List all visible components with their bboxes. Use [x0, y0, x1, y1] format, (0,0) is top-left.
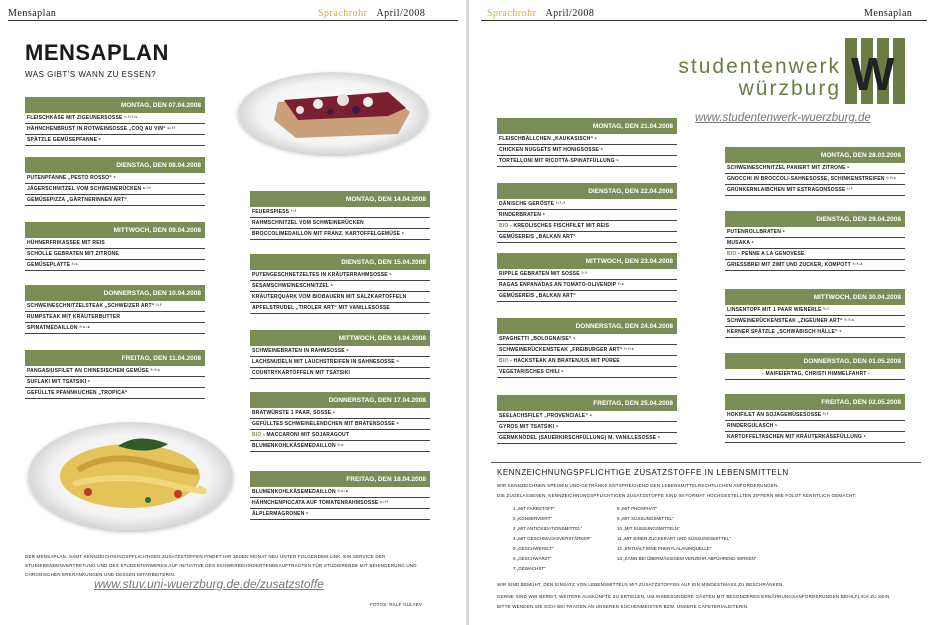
day-menu-box [250, 471, 430, 520]
menu-item: GEMÜSEREIS „BALKAN ART“ [497, 291, 677, 302]
menu-item: SUFLAKI MIT TSATSIKI ⁵ [25, 377, 205, 388]
menu-item: GEMÜSEPLATTE ³·⁵ [25, 260, 205, 271]
menu-item: LACHSNUDELN MIT LAUCHSTREIFEN IN SAHNESOSSE ⁵ [250, 357, 430, 368]
additives-list-1 [513, 504, 591, 574]
issue-month: April/2008 [545, 8, 595, 19]
menu-item: VEGETARISCHES CHILI ⁵ [497, 367, 677, 378]
menu-item: SPINATMEDAILLON ³·⁵·⁸ [25, 323, 205, 334]
menu-item: HÄHNCHENPICCATA AUF TOMATENRAHMSOSSE ⁵·¹² [250, 498, 430, 509]
day-menu-box [250, 330, 430, 379]
menu-item: SCHOLLE GEBRATEN MIT ZITRONE [25, 249, 205, 260]
studentenwerk-link[interactable]: www.studentenwerk-wuerzburg.de [695, 112, 871, 124]
menu-item: BLUMENKOHLKÄSEMEDAILLON ³·⁵ [250, 441, 430, 452]
menu-item: APFELSTRUDEL „TIROLER ART“ MIT VANILLESOSSE [250, 303, 430, 314]
additive-entry: 4 „MIT GESCHMACKSVERSTÄRKER“ [513, 536, 592, 541]
additives-list-2 [617, 504, 756, 564]
menu-item: KERNER SPÄTZLE „SCHWÄBISCH HÄLLE“ ⁵ [725, 327, 905, 338]
menu-item: SCHWEINESCHNITZELSTEAK „SCHWEIZER ART“ ²·³ [25, 301, 205, 312]
page-subtitle: WAS GIBT'S WANN ZU ESSEN? [25, 70, 157, 79]
menu-item: MUSAKA ⁵ [725, 238, 905, 249]
sprachrohr-label: Sprachrohr [318, 8, 368, 19]
menu-item: SESAMSCHWEINESCHNITZEL ⁵ [250, 281, 430, 292]
menu-item: HÜHNERFRIKASSEE MIT REIS [25, 238, 205, 249]
stuv-link[interactable]: www.stuv.uni-wuerzburg.de.de/zusatzstoffe [94, 577, 324, 591]
day-menu-box [497, 118, 677, 167]
day-menu-box [725, 211, 905, 271]
menu-item: HOKIFILET AN SOJAGEMÜSESOSSE ²·³ [725, 410, 905, 421]
day-header: MONTAG, DEN 14.04.2008 [250, 191, 430, 207]
menu-item: GYROS MIT TSATSIKI ⁵ [497, 422, 677, 433]
menu-item: SPAGHETTI „BOLOGNAISE“ ⁵ [497, 334, 677, 345]
day-header: MONTAG, DEN 21.04.2008 [497, 118, 677, 134]
photo-credit: FOTOS: RALF GULYEV [370, 602, 423, 607]
pasta-photo [28, 422, 233, 530]
menu-item: SCHWEINESCHNITZEL PANIERT MIT ZITRONE ⁵ [725, 163, 905, 174]
day-header: FREITAG, DEN 11.04.2008 [25, 350, 205, 366]
logo-mark [845, 38, 911, 104]
day-header: DIENSTAG, DEN 22.04.2008 [497, 183, 677, 199]
menu-item: BIO - PENNE A LA GENOVESE [725, 249, 905, 260]
footer-note: DER MENSAPLAN, SAMT KENNZEICHNUNGSPFLICHTIGEN ZUSATZSTOFFEN FINDET IHR JEDEN MONAT NEU UNTER FOLGENDEM LINK. EIN SERVICE DER STUDIERENDENVERTRETUNG UND DES STUDENTENWERKS AUF INITIATIVE DES SCHWERBEHINDERTENBEAUFTRAGTEN FÜR STUDIERENDE MIT BEHINDERUNG UND CHRONISCHEN ERKRANKUNGEN UND DESSEN MITARBEITERIN. [25, 554, 417, 577]
menu-item: RINDERGULASCH ⁵ [725, 421, 905, 432]
sprachrohr-label: Sprachrohr [487, 8, 537, 19]
studentenwerk-logo [845, 38, 911, 104]
day-header: FREITAG, DEN 25.04.2008 [497, 395, 677, 411]
menu-item: RUMPSTEAK MIT KRÄUTERBUTTER [25, 312, 205, 323]
logo-line-1: studentenwerk [678, 55, 841, 78]
day-menu-box [725, 353, 905, 380]
additive-entry: 2 „KONSERVIERT“ [513, 516, 552, 521]
menu-item: COUNTRYKARTOFFELN MIT TSATSIKI [250, 368, 430, 379]
day-header: DONNERSTAG, DEN 01.05.2008 [725, 353, 905, 369]
menu-item: - MAIFEIERTAG, CHRISTI HIMMELFAHRT - [725, 369, 905, 380]
menu-item: SCHWEINERÜCKENSTEAK „FREIBURGER ART“ ²·³·⁵ [497, 345, 677, 356]
left-page [0, 0, 466, 625]
menu-item: BIO - HACKSTEAK AN BRATENJUS MIT PÜREE [497, 356, 677, 367]
day-menu-box [25, 97, 205, 146]
day-header: DIENSTAG, DEN 08.04.2008 [25, 157, 205, 173]
menu-item: BIO - KREOLISCHES FISCHFILET MIT REIS [497, 221, 677, 232]
menu-item: SEELACHSFILET „PROVENCIALE“ ⁵ [497, 411, 677, 422]
menu-item: PUTENROLLBRATEN ⁵ [725, 227, 905, 238]
day-menu-box [725, 394, 905, 443]
menu-item: PANGASIUSFILET AN CHINESISCHEM GEMÜSE ²·³·⁵ [25, 366, 205, 377]
additive-entry: 8 „MIT PHOSPHAT“ [617, 506, 658, 511]
day-menu-box [725, 289, 905, 338]
day-menu-box [725, 147, 905, 196]
day-header: DONNERSTAG, DEN 24.04.2008 [497, 318, 677, 334]
day-header: DONNERSTAG, DEN 10.04.2008 [25, 285, 205, 301]
running-head-left: Mensaplan [8, 8, 57, 19]
menu-item: ÄLPLERMAGRONEN ⁵ [250, 509, 430, 520]
additive-entry: 1 „MIT FARBSTOFF“ [513, 506, 556, 511]
menu-item: GEMÜSEPIZZA „GÄRTNERINNEN ART“ [25, 195, 205, 206]
day-header: MITTWOCH, DEN 23.04.2008 [497, 253, 677, 269]
menu-item: BRATWÜRSTE 1 PAAR, SOSSE ⁵ [250, 408, 430, 419]
additive-entry: 7 „GEWACHST“ [513, 566, 546, 571]
additive-entry: 9 „MIT SÜSSUNGSMITTEL“ [617, 516, 674, 521]
menu-item: GRÜNKERNLAIBCHEN MIT ESTRAGONSOSSE ¹·³ [725, 185, 905, 196]
day-menu-box [25, 222, 205, 271]
menu-item: RAHMSCHNITZEL VOM SCHWEINERÜCKEN [250, 218, 430, 229]
additives-title: KENNZEICHNUNGSPFLICHTIGE ZUSATZSTOFFE IN LEBENSMITTELN [497, 468, 789, 477]
menu-item: GEFÜLLTES SCHWEINELENDCHEN MIT BRATENSOSSE ⁵ [250, 419, 430, 430]
right-page [469, 0, 935, 625]
menu-item: HÄHNCHENBRUST IN ROTWEINSOSSE „COQ AU VIN“ ⁵·¹² [25, 124, 205, 135]
menu-item: LINSENTOPF MIT 1 PAAR WIENERLE ²·³ [725, 305, 905, 316]
menu-item: CHICKEN NUGGETS MIT HONIGSOSSE ⁵ [497, 145, 677, 156]
day-header: MITTWOCH, DEN 16.04.2008 [250, 330, 430, 346]
additive-entry: 10 „MIT SÜSSUNGSMITTELN“ [617, 526, 680, 531]
header-rule [8, 20, 458, 21]
menu-item: RAGAS ENPANADAS AN TOMATO-OLIVENDIP ³·⁵ [497, 280, 677, 291]
issue-month: April/2008 [376, 8, 426, 19]
header-rule [481, 20, 927, 21]
dessert-photo [238, 72, 428, 154]
menu-item: SPÄTZLE GEMÜSEPFANNE ⁵ [25, 135, 205, 146]
menu-item: FEUERSPIESS ¹·² [250, 207, 430, 218]
additive-entry: 13 „KANN BEI ÜBERMÄSSIGEM VERZEHR ABFÜHREND WIRKEN“ [617, 556, 757, 561]
additive-entry: 6 „GESCHWÄRZT“ [513, 556, 552, 561]
additives-intro-1: WIR KENNZEICHNEN SPEISEN UND GETRÄNKE ENTSPRECHEND DEN LEBENSMITTELRECHTLICHEN ANFORDERUNGEN. [497, 483, 779, 488]
day-menu-box [250, 254, 430, 314]
day-header: FREITAG, DEN 02.05.2008 [725, 394, 905, 410]
additive-entry: 11 „MIT EINER ZUCKERART UND SÜSSUNGSMITTEL“ [617, 536, 731, 541]
day-header: DIENSTAG, DEN 29.04.2008 [725, 211, 905, 227]
menu-item: RIPPLE GEBRATEN MIT SOSSE ²·³ [497, 269, 677, 280]
menu-item: BROCCOLIMEDAILLON MIT FRANZ. KARTOFFELGEMÜSE ⁵ [250, 229, 430, 240]
logo-line-2: würzburg [738, 77, 841, 100]
menu-item: SCHWEINEBRATEN IN RAHMSOSSE ⁵ [250, 346, 430, 357]
menu-item: GEFÜLLTE PFANNKUCHEN „TROPICA“ [25, 388, 205, 399]
menu-item: DÄNISCHE GERÖSTE ¹·²·³ [497, 199, 677, 210]
day-menu-box [25, 350, 205, 399]
menu-item: BIO - MACCARONI MIT SOJARAGOUT [250, 430, 430, 441]
additive-entry: 5 „GESCHWEFELT“ [513, 546, 554, 551]
additives-footer-2: GERNE SIND WIR BEREIT, WEITERE AUSKÜNFTE ZU ERTEILEN, UM INSBESONDERE GÄSTEN MIT BESONDEREN ERNÄHRUNGSANFORDERUNGEN BEHILFLICH ZU SEIN. [497, 594, 891, 599]
day-menu-box [497, 183, 677, 243]
cake-image [238, 72, 428, 154]
menu-item: JÄGERSCHNITZEL VOM SCHWEINERÜCKEN ⁵·¹² [25, 184, 205, 195]
menu-item: KARTOFFELTASCHEN MIT KRÄUTERKÄSEFÜLLUNG ⁵ [725, 432, 905, 443]
day-header: MITTWOCH, DEN 30.04.2008 [725, 289, 905, 305]
day-menu-box [497, 318, 677, 378]
menu-item: TORTELLONI MIT RICOTTA-SPINATFÜLLUNG ⁵ [497, 156, 677, 167]
menu-item: GRIESSBREI MIT ZIMT UND ZUCKER, KOMPOTT ¹·³·⁴ [725, 260, 905, 271]
menu-item: KRÄUTERQUARK VOM BIOBAUERN MIT SALZKARTOFFELN [250, 292, 430, 303]
day-header: MONTAG, DEN 07.04.2008 [25, 97, 205, 113]
menu-item: GNOCCHI IN BROCCOLI-SAHNESOSSE, SCHINKENSTREIFEN ²·³·⁵ [725, 174, 905, 185]
menu-item: BLUMENKOHLKÄSEMEDAILLON ³·⁵·⁸ [250, 487, 430, 498]
pasta-image [28, 422, 233, 530]
day-header: FREITAG, DEN 18.04.2008 [250, 471, 430, 487]
day-menu-box [497, 253, 677, 302]
menu-item: SCHWEINERÜCKENSTEAK „ZIGEUNER ART“ ²·³·⁵ [725, 316, 905, 327]
additives-intro-2: DIE ZUGELASSENEN, KENNZEICHNUNGSPFLICHTIGEN ZUSATZSTOFFE SIND IM FORMAT HOCHGESTELLTEN ZIFFERN WIE FOLGT KENNTLICH GEMACHT: [497, 493, 857, 498]
menu-item: RINDERBRATEN ⁵ [497, 210, 677, 221]
menu-item: GERMKNÖDEL (SAUERKIRSCHFÜLLUNG) M. VANILLESOSSE ⁵ [497, 433, 677, 444]
logo-w-letter: W [851, 48, 895, 100]
menu-item: PUTENPFANNE „PESTO ROSSO“ ⁵ [25, 173, 205, 184]
additives-footer-1: WIR SIND BEMÜHT, DEN EINSATZ VON LEBENSMITTELN MIT ZUSATZSTOFFEN AUF EIN MINDESTMASS ZU BESCHRÄNKEN. [497, 582, 784, 587]
day-header: DONNERSTAG, DEN 17.04.2008 [250, 392, 430, 408]
additive-entry: 3 „MIT ANTIOXIDATIONSMITTEL“ [513, 526, 583, 531]
additives-footer-3: BITTE WENDEN SIE SICH BEI FRAGEN AN UNSEREN KÜCHENMEISTER BZW. UNSERE CAFETERIALEITERIN. [497, 604, 749, 609]
day-header: MONTAG, DEN 28.03.2008 [725, 147, 905, 163]
studentenwerk-logo-text [645, 56, 841, 100]
page-title: MENSAPLAN [25, 40, 169, 65]
day-menu-box [25, 157, 205, 206]
day-header: DIENSTAG, DEN 15.04.2008 [250, 254, 430, 270]
running-head-right: Mensaplan [864, 8, 913, 19]
day-menu-box [250, 191, 430, 240]
day-menu-box [497, 395, 677, 444]
menu-item: FLEISCHKÄSE MIT ZIGEUNERSOSSE ¹·²·³·⁵ [25, 113, 205, 124]
additive-entry: 12 „ENTHÄLT EINE PHENYLALANINQUELLE“ [617, 546, 712, 551]
section-rule [491, 462, 921, 463]
day-header: MITTWOCH, DEN 09.04.2008 [25, 222, 205, 238]
day-menu-box [250, 392, 430, 452]
menu-item: GEMÜSEREIS „BALKAN ART“ [497, 232, 677, 243]
menu-item: PUTENGESCHNETZELTES IN KRÄUTERRAHMSOSSE ⁵ [250, 270, 430, 281]
day-menu-box [25, 285, 205, 334]
menu-item: FLEISCHBÄLLCHEN „KAUKASISCH“ ⁵ [497, 134, 677, 145]
